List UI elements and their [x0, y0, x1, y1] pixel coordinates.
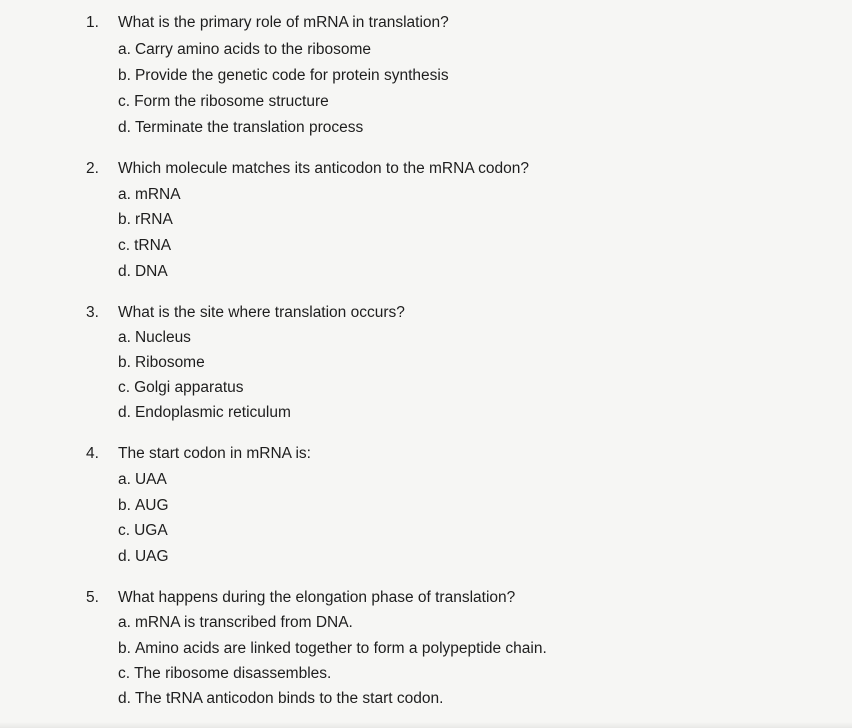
option-a: [118, 39, 371, 61]
option-text: mRNA is transcribed from DNA.: [134, 614, 353, 631]
option-text: Ribosome: [134, 354, 205, 371]
question-number: 2.: [86, 160, 99, 177]
option-d: [118, 546, 169, 568]
option-letter: b.: [118, 640, 131, 657]
option-text: The ribosome disassembles.: [134, 665, 332, 682]
option-letter: a.: [118, 186, 131, 203]
option-letter: b.: [118, 497, 131, 514]
option-d: [118, 117, 363, 139]
option-letter: d.: [118, 119, 131, 136]
option-letter: a.: [118, 614, 131, 631]
option-letter: b.: [118, 67, 131, 84]
option-d: [118, 261, 168, 283]
option-d: [118, 688, 443, 710]
option-text: UGA: [134, 522, 168, 539]
option-letter: d.: [118, 548, 131, 565]
question-number: 5.: [86, 589, 99, 606]
option-text: tRNA: [134, 237, 172, 254]
option-text: Endoplasmic reticulum: [134, 404, 291, 421]
option-c: [118, 377, 244, 399]
option-text: DNA: [134, 263, 168, 280]
option-text: Amino acids are linked together to form a polypeptide chain.: [134, 640, 547, 657]
option-text: Terminate the translation process: [134, 119, 364, 136]
option-b: [118, 638, 547, 660]
option-c: [118, 235, 171, 257]
option-letter: b.: [118, 211, 131, 228]
option-a: [118, 184, 181, 206]
option-a: [118, 327, 191, 349]
option-letter: b.: [118, 354, 131, 371]
option-b: [118, 352, 205, 374]
option-letter: d.: [118, 404, 131, 421]
question-text: Which molecule matches its anticodon to the mRNA codon?: [118, 160, 529, 177]
question-text: The start codon in mRNA is:: [118, 445, 311, 462]
option-b: [118, 209, 173, 231]
option-text: UAG: [134, 548, 169, 565]
option-text: AUG: [134, 497, 169, 514]
option-text: Provide the genetic code for protein synthesis: [134, 67, 449, 84]
option-letter: d.: [118, 690, 131, 707]
question-number: 4.: [86, 445, 99, 462]
option-text: rRNA: [134, 211, 173, 228]
option-text: Nucleus: [134, 329, 191, 346]
option-d: [118, 402, 291, 424]
option-a: [118, 469, 167, 491]
option-letter: a.: [118, 471, 131, 488]
option-text: Form the ribosome structure: [134, 93, 329, 110]
option-b: [118, 65, 449, 87]
option-letter: c.: [118, 665, 131, 682]
option-letter: c.: [118, 522, 131, 539]
bottom-edge-shadow: [0, 722, 852, 728]
option-text: The tRNA anticodon binds to the start codon.: [134, 690, 444, 707]
option-c: [118, 91, 329, 113]
option-text: mRNA: [134, 186, 181, 203]
option-letter: d.: [118, 263, 131, 280]
option-c: [118, 663, 331, 685]
option-a: [118, 612, 353, 634]
option-text: UAA: [134, 471, 167, 488]
option-letter: a.: [118, 41, 131, 58]
option-b: [118, 495, 169, 517]
question-number: 1.: [86, 14, 99, 31]
question-text: What is the primary role of mRNA in translation?: [118, 14, 449, 31]
option-letter: a.: [118, 329, 131, 346]
question-number: 3.: [86, 304, 99, 321]
question-text: What happens during the elongation phase of translation?: [118, 589, 516, 606]
option-text: Carry amino acids to the ribosome: [134, 41, 371, 58]
option-letter: c.: [118, 93, 131, 110]
option-text: Golgi apparatus: [134, 379, 244, 396]
option-letter: c.: [118, 237, 131, 254]
question-text: What is the site where translation occurs?: [118, 304, 405, 321]
option-c: [118, 520, 168, 542]
option-letter: c.: [118, 379, 131, 396]
